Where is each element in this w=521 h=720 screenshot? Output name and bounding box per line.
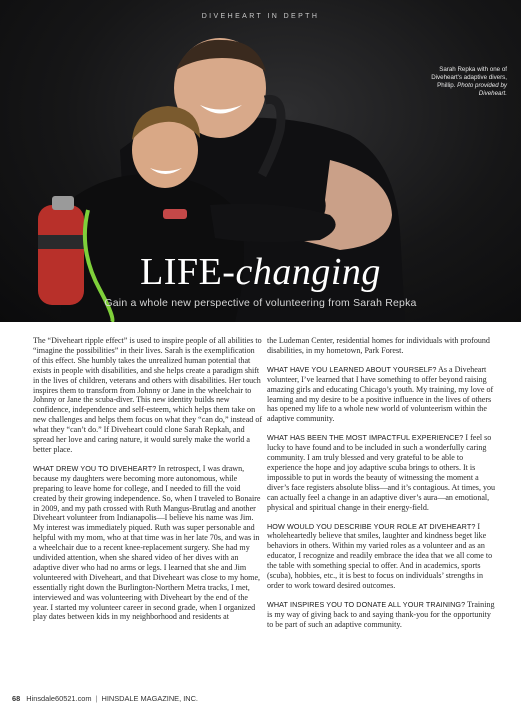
- question-heading: HOW WOULD YOU DESCRIBE YOUR ROLE AT DIVEHEART?: [267, 521, 476, 531]
- caption-credit: Photo provided by Diveheart.: [457, 82, 507, 97]
- tank-valve: [52, 196, 74, 210]
- qa-role: [267, 522, 497, 591]
- footer-publication: HINSDALE MAGAZINE, INC.: [101, 694, 198, 703]
- answer-text: I wholeheartedly believe that smiles, laughter and kindness beget like behaviors in others. Within my varied roles as a volunteer and as an educator, I recognize and readily embrace the idea that we all come to the table with something special to offer. And in academics, sports (scuba), hobbies, etc., it is best to focus on individuals’ strengths in order to work toward desired outcomes.: [267, 521, 493, 590]
- qa-inspires: [267, 600, 497, 630]
- footer-site-link[interactable]: Hinsdale60521.com: [26, 694, 92, 703]
- answer-text: Training is my way of giving back to and saying thank-you for the opportunity to be part of such an adaptive community.: [267, 599, 495, 629]
- title-plain: LIFE-: [140, 251, 236, 293]
- page-footer: [12, 694, 198, 703]
- answer-text: As a Diveheart volunteer, I’ve learned that I have something to offer beyond raising amazing girls and educating Chicago’s youth. My training, my love of learning and my desire to be a positive influence in the lives of others has opened my life to a whole new world of volunteerism within the adaptive community.: [267, 364, 494, 424]
- caption-text: Sarah Repka with one of Diveheart's adaptive divers, Phillip.: [431, 66, 507, 89]
- hero-photo: [0, 0, 521, 322]
- question-heading: WHAT INSPIRES YOU TO DONATE ALL YOUR TRAINING?: [267, 599, 466, 609]
- page-title: [0, 252, 521, 292]
- article-column-right: [267, 336, 497, 639]
- answer-continuation: the Ludeman Center, residential homes for individuals with profound disabilities, in my hometown, Park Forest.: [267, 336, 490, 355]
- qa-impactful: [267, 433, 497, 512]
- title-italic: changing: [235, 251, 381, 293]
- answer-text: I feel so lucky to have found and to be included in such a wonderfully caring community. I am truly blessed and very grateful to be able to experience the hope and joy adaptive scuba brings to others. It is impossible to put in words the beauty of witnessing the moment a diver’s face registers absolute bliss—and it’s contagious. At times, you can actually feel a change in an adaptive diver’s aura—an emotional, physical and spiritual change in their energy-field.: [267, 433, 496, 512]
- qa-learned: [267, 365, 497, 424]
- intro-paragraph: The “Diveheart ripple effect” is used to inspire people of all abilities to “imagine the possibilities” in their lives. Sarah is the exemplification of this effect. She humbly takes the unrealized human potential that exists in people with disabilities, and she helps create a paradigm shift in the lives of children, veterans and others with disabilities. Her touch inspires them to transform from Johnny or Jane in the wheelchair to Johnny or Jane the scuba-diver. This new identity builds new confidence, independence and self-esteem, which helps them take on new challenges and helps them focus on what they “can do,” instead of what they “can’t do.” If Diveheart could clone Sarah Repkah, and spread her love and caring nature, it would surely make the world a better place.: [33, 336, 263, 454]
- page-number: 68: [12, 694, 21, 703]
- wetsuit-patch: [163, 209, 187, 219]
- question-heading: WHAT HAVE YOU LEARNED ABOUT YOURSELF?: [267, 364, 437, 374]
- question-heading: WHAT DREW YOU TO DIVEHEART?: [33, 463, 157, 473]
- footer-separator: |: [95, 694, 98, 703]
- section-label: DIVEHEART IN DEPTH: [201, 13, 320, 20]
- article-column-left: [33, 336, 263, 631]
- page-subtitle: Gain a whole new perspective of volunteering from Sarah Repka: [104, 297, 417, 309]
- tank-band: [38, 235, 84, 249]
- photo-caption: [425, 66, 507, 98]
- qa-drew: [33, 464, 263, 623]
- answer-text: In retrospect, I was drawn, because my daughters were becoming more autonomous, while preparing to leave home for college, and I needed to fill the void created by their growing independence. So, when I traveled to Bonaire in 2009, and my path crossed with Ruth Mangus-Brutlag and another Diveheart volunteer from Indianapolis—I believe his name was Jim. My interest was immediately piqued. Ruth was super personable and helpful with my mom, who at that time was in her late 70s, and was in a wheelchair due to a recent knee-replacement surgery. She had my undivided attention, when she shared video of her dives with an adaptive diver who had no arms or legs. I learned that she and Jim volunteered with Diveheart, and that Diveheart was close to my home, essentially right down the Burlington-Northern Metra tracks, I met, interviewed and was volunteering with Diveheart by the end of the year. I started my volunteer career in second grade, when I organized play dates between kids in my neighborhood and residents at: [33, 463, 261, 622]
- question-heading: WHAT HAS BEEN THE MOST IMPACTFUL EXPERIENCE?: [267, 433, 464, 443]
